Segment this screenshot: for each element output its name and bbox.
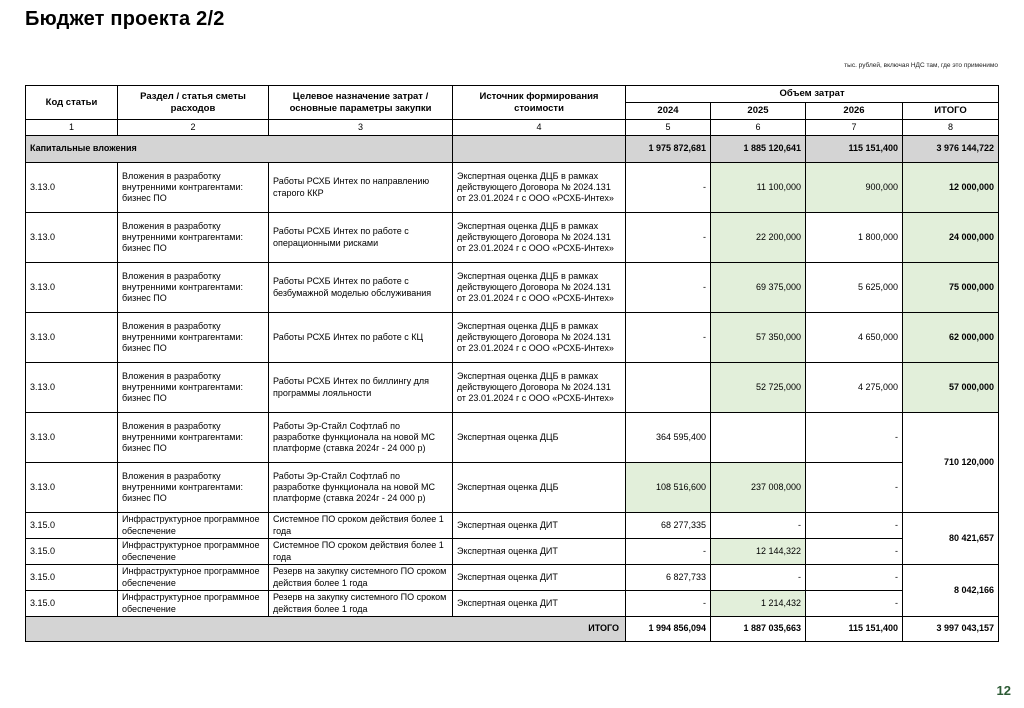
cell-2025: - — [711, 513, 806, 539]
cell-total-merged: 710 120,000 — [903, 413, 999, 513]
cell-2024: - — [626, 263, 711, 313]
cell-section: Вложения в разработку внутренними контрагентами: бизнес ПО — [118, 213, 269, 263]
cell-purpose: Системное ПО сроком действия более 1 года — [269, 513, 453, 539]
col-number: 7 — [806, 120, 903, 136]
budget-table — [25, 85, 999, 642]
cell-2025: 52 725,000 — [711, 363, 806, 413]
cell-code: 3.15.0 — [26, 513, 118, 539]
cell-2026: - — [806, 463, 903, 513]
cell-code: 3.13.0 — [26, 213, 118, 263]
cell-purpose: Работы Эр-Стайл Софтлаб по разработке функционала на новой МС платформе (ставка 2024г - 24 000 р) — [269, 463, 453, 513]
cell-2025: 12 144,322 — [711, 539, 806, 565]
table-row — [26, 513, 999, 539]
cell-source: Экспертная оценка ДЦБ — [453, 413, 626, 463]
cell-2026: - — [806, 539, 903, 565]
cell-code: 3.15.0 — [26, 591, 118, 617]
cell-2026: - — [806, 513, 903, 539]
section-label: Капитальные вложения — [26, 136, 453, 163]
cell-source: Экспертная оценка ДИТ — [453, 565, 626, 591]
cell-purpose: Резерв на закупку системного ПО сроком действия более 1 года — [269, 565, 453, 591]
currency-note: тыс. рублей, включая НДС там, где это применимо — [844, 62, 998, 69]
cell-2026: - — [806, 413, 903, 463]
header-total: ИТОГО — [903, 103, 999, 120]
cell-2025: 22 200,000 — [711, 213, 806, 263]
cell-2024: - — [626, 213, 711, 263]
cell-2024: 6 827,733 — [626, 565, 711, 591]
cell-2025: 237 008,000 — [711, 463, 806, 513]
cell-total: 57 000,000 — [903, 363, 999, 413]
section-row-capital — [26, 136, 999, 163]
cell-total: 24 000,000 — [903, 213, 999, 263]
cell-2026: 4 650,000 — [806, 313, 903, 363]
cell-2024: - — [626, 313, 711, 363]
cell-2026: - — [806, 591, 903, 617]
cell-source: Экспертная оценка ДЦБ в рамках действующего Договора № 2024.131 от 23.01.2024 г с ООО «РСХБ-Интех» — [453, 213, 626, 263]
section-empty-cell — [453, 136, 626, 163]
header-section: Раздел / статья сметы расходов — [118, 86, 269, 120]
grand-total-row — [26, 617, 999, 642]
cell-code: 3.13.0 — [26, 263, 118, 313]
cell-total: 12 000,000 — [903, 163, 999, 213]
cell-purpose: Работы РСХБ Интех по работе с КЦ — [269, 313, 453, 363]
cell-total: 75 000,000 — [903, 263, 999, 313]
table-row — [26, 363, 999, 413]
cell-total-merged: 8 042,166 — [903, 565, 999, 617]
cell-section: Инфраструктурное программное обеспечение — [118, 539, 269, 565]
cell-purpose: Работы РСХБ Интех по биллингу для программы лояльности — [269, 363, 453, 413]
col-number: 1 — [26, 120, 118, 136]
cell-2025 — [711, 413, 806, 463]
cell-purpose: Работы РСХБ Интех по направлению старого ККР — [269, 163, 453, 213]
cell-source: Экспертная оценка ДЦБ в рамках действующего Договора № 2024.131 от 23.01.2024 г с ООО «РСХБ-Интех» — [453, 313, 626, 363]
cell-2024: 68 277,335 — [626, 513, 711, 539]
cell-2024: - — [626, 163, 711, 213]
col-number: 5 — [626, 120, 711, 136]
cell-source: Экспертная оценка ДИТ — [453, 539, 626, 565]
cell-source: Экспертная оценка ДЦБ — [453, 463, 626, 513]
cell-2025: - — [711, 565, 806, 591]
cell-2024: 108 516,600 — [626, 463, 711, 513]
cell-purpose: Работы РСХБ Интех по работе с безбумажной моделью обслуживания — [269, 263, 453, 313]
cell-section: Инфраструктурное программное обеспечение — [118, 591, 269, 617]
table-row — [26, 463, 999, 513]
cell-code: 3.15.0 — [26, 539, 118, 565]
cell-section: Вложения в разработку внутренними контрагентами: бизнес ПО — [118, 463, 269, 513]
cell-source: Экспертная оценка ДЦБ в рамках действующего Договора № 2024.131 от 23.01.2024 г с ООО «РСХБ-Интех» — [453, 263, 626, 313]
section-2025: 1 885 120,641 — [711, 136, 806, 163]
col-number: 3 — [269, 120, 453, 136]
table-row — [26, 565, 999, 591]
cell-source: Экспертная оценка ДИТ — [453, 591, 626, 617]
cell-section: Вложения в разработку внутренними контрагентами: бизнес ПО — [118, 363, 269, 413]
cell-purpose: Работы Эр-Стайл Софтлаб по разработке функционала на новой МС платформе (ставка 2024г - 24 000 р) — [269, 413, 453, 463]
header-2025: 2025 — [711, 103, 806, 120]
grand-total-itogo: 3 997 043,157 — [903, 617, 999, 642]
cell-2026: 1 800,000 — [806, 213, 903, 263]
cell-section: Вложения в разработку внутренними контрагентами: бизнес ПО — [118, 313, 269, 363]
header-2024: 2024 — [626, 103, 711, 120]
grand-total-label: ИТОГО — [26, 617, 626, 642]
table-row — [26, 163, 999, 213]
cell-2024: 364 595,400 — [626, 413, 711, 463]
col-number: 8 — [903, 120, 999, 136]
cell-section: Вложения в разработку внутренними контрагентами: бизнес ПО — [118, 413, 269, 463]
page-title: Бюджет проекта 2/2 — [25, 8, 225, 30]
cell-code: 3.13.0 — [26, 163, 118, 213]
header-volume-group: Объем затрат — [626, 86, 999, 103]
cell-2025: 69 375,000 — [711, 263, 806, 313]
cell-source: Экспертная оценка ДЦБ в рамках действующего Договора № 2024.131 от 23.01.2024 г с ООО «РСХБ-Интех» — [453, 163, 626, 213]
cell-source: Экспертная оценка ДЦБ в рамках действующего Договора № 2024.131 от 23.01.2024 г с ООО «РСХБ-Интех» — [453, 363, 626, 413]
header-code: Код статьи — [26, 86, 118, 120]
cell-2026: 900,000 — [806, 163, 903, 213]
cell-2025: 57 350,000 — [711, 313, 806, 363]
grand-total-2025: 1 887 035,663 — [711, 617, 806, 642]
table-row — [26, 539, 999, 565]
table-row — [26, 591, 999, 617]
cell-code: 3.13.0 — [26, 363, 118, 413]
cell-section: Инфраструктурное программное обеспечение — [118, 565, 269, 591]
header-row-numbers — [26, 120, 999, 136]
cell-total: 62 000,000 — [903, 313, 999, 363]
cell-purpose: Системное ПО сроком действия более 1 года — [269, 539, 453, 565]
cell-section: Вложения в разработку внутренними контрагентами: бизнес ПО — [118, 263, 269, 313]
table-row — [26, 263, 999, 313]
section-2024: 1 975 872,681 — [626, 136, 711, 163]
cell-code: 3.15.0 — [26, 565, 118, 591]
table-row — [26, 213, 999, 263]
cell-section: Вложения в разработку внутренними контрагентами: бизнес ПО — [118, 163, 269, 213]
table-row — [26, 413, 999, 463]
cell-2025: 11 100,000 — [711, 163, 806, 213]
cell-2024: - — [626, 591, 711, 617]
grand-total-2024: 1 994 856,094 — [626, 617, 711, 642]
col-number: 6 — [711, 120, 806, 136]
cell-code: 3.13.0 — [26, 463, 118, 513]
col-number: 2 — [118, 120, 269, 136]
col-number: 4 — [453, 120, 626, 136]
cell-2024 — [626, 363, 711, 413]
header-source: Источник формирования стоимости — [453, 86, 626, 120]
cell-purpose: Резерв на закупку системного ПО сроком действия более 1 года — [269, 591, 453, 617]
page-number: 12 — [996, 683, 1011, 698]
cell-code: 3.13.0 — [26, 313, 118, 363]
cell-code: 3.13.0 — [26, 413, 118, 463]
cell-2026: 4 275,000 — [806, 363, 903, 413]
header-row-labels — [26, 86, 999, 103]
cell-purpose: Работы РСХБ Интех по работе с операционными рисками — [269, 213, 453, 263]
cell-2026: - — [806, 565, 903, 591]
section-2026: 115 151,400 — [806, 136, 903, 163]
grand-total-2026: 115 151,400 — [806, 617, 903, 642]
cell-source: Экспертная оценка ДИТ — [453, 513, 626, 539]
cell-2026: 5 625,000 — [806, 263, 903, 313]
cell-total-merged: 80 421,657 — [903, 513, 999, 565]
section-total: 3 976 144,722 — [903, 136, 999, 163]
table-row — [26, 313, 999, 363]
cell-2024: - — [626, 539, 711, 565]
header-purpose: Целевое назначение затрат / основные параметры закупки — [269, 86, 453, 120]
cell-2025: 1 214,432 — [711, 591, 806, 617]
cell-section: Инфраструктурное программное обеспечение — [118, 513, 269, 539]
header-2026: 2026 — [806, 103, 903, 120]
